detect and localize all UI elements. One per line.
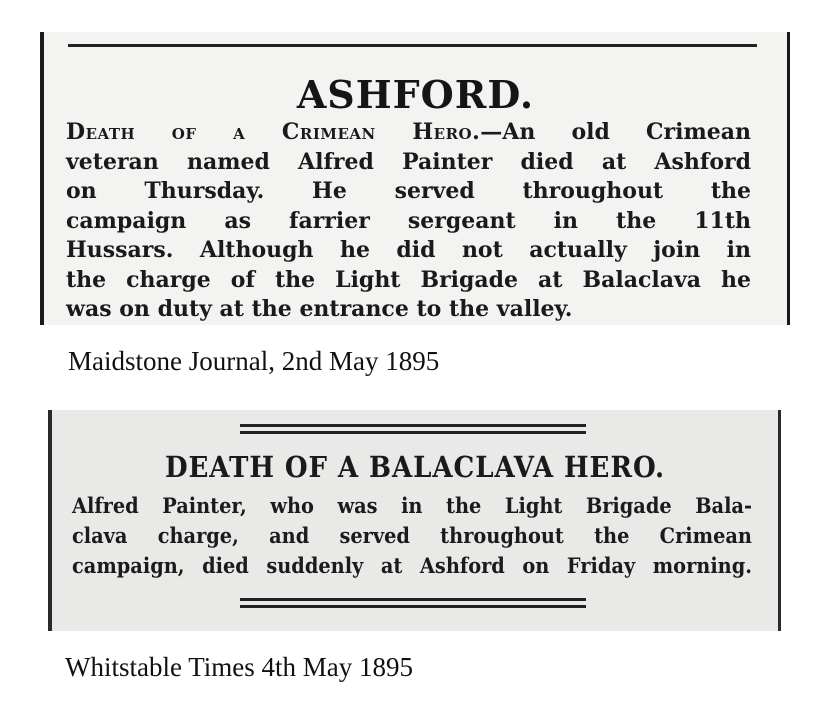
body-line: Death of a Crimean Hero.—An old Crimean — [66, 119, 751, 145]
body-line: Alfred Painter, who was in the Light Brigade Bala- — [72, 494, 752, 519]
body-line: the charge of the Light Brigade at Balaclava he — [66, 266, 751, 293]
double-rule-top — [240, 424, 586, 434]
top-rule — [68, 44, 757, 47]
clipping-body — [66, 118, 751, 325]
lead-in: Death of a Crimean Hero. — [66, 119, 481, 145]
clipping-headline: DEATH OF A BALACLAVA HERO. — [164, 450, 666, 484]
double-rule-bottom — [240, 598, 586, 608]
clipping-caption: Whitstable Times 4th May 1895 — [65, 652, 414, 682]
body-line: veteran named Alfred Painter died at Ashford — [66, 148, 751, 175]
body-line: campaign, died suddenly at Ashford on Friday morning. — [72, 554, 752, 579]
clipping-caption: Maidstone Journal, 2nd May 1895 — [68, 346, 440, 376]
clipping-headline: ASHFORD. — [296, 72, 535, 117]
body-line: on Thursday. He served throughout the — [66, 178, 751, 204]
body-line: campaign as farrier sergeant in the 11th — [66, 207, 751, 234]
body-line: was on duty at the entrance to the valley. — [66, 296, 573, 322]
clipping-body — [72, 492, 752, 582]
newspaper-clipping-maidstone — [40, 32, 790, 325]
body-line: Hussars. Although he did not actually join in — [66, 237, 751, 263]
body-line: clava charge, and served throughout the Crimean — [72, 524, 752, 549]
newspaper-clipping-whitstable — [48, 410, 781, 631]
